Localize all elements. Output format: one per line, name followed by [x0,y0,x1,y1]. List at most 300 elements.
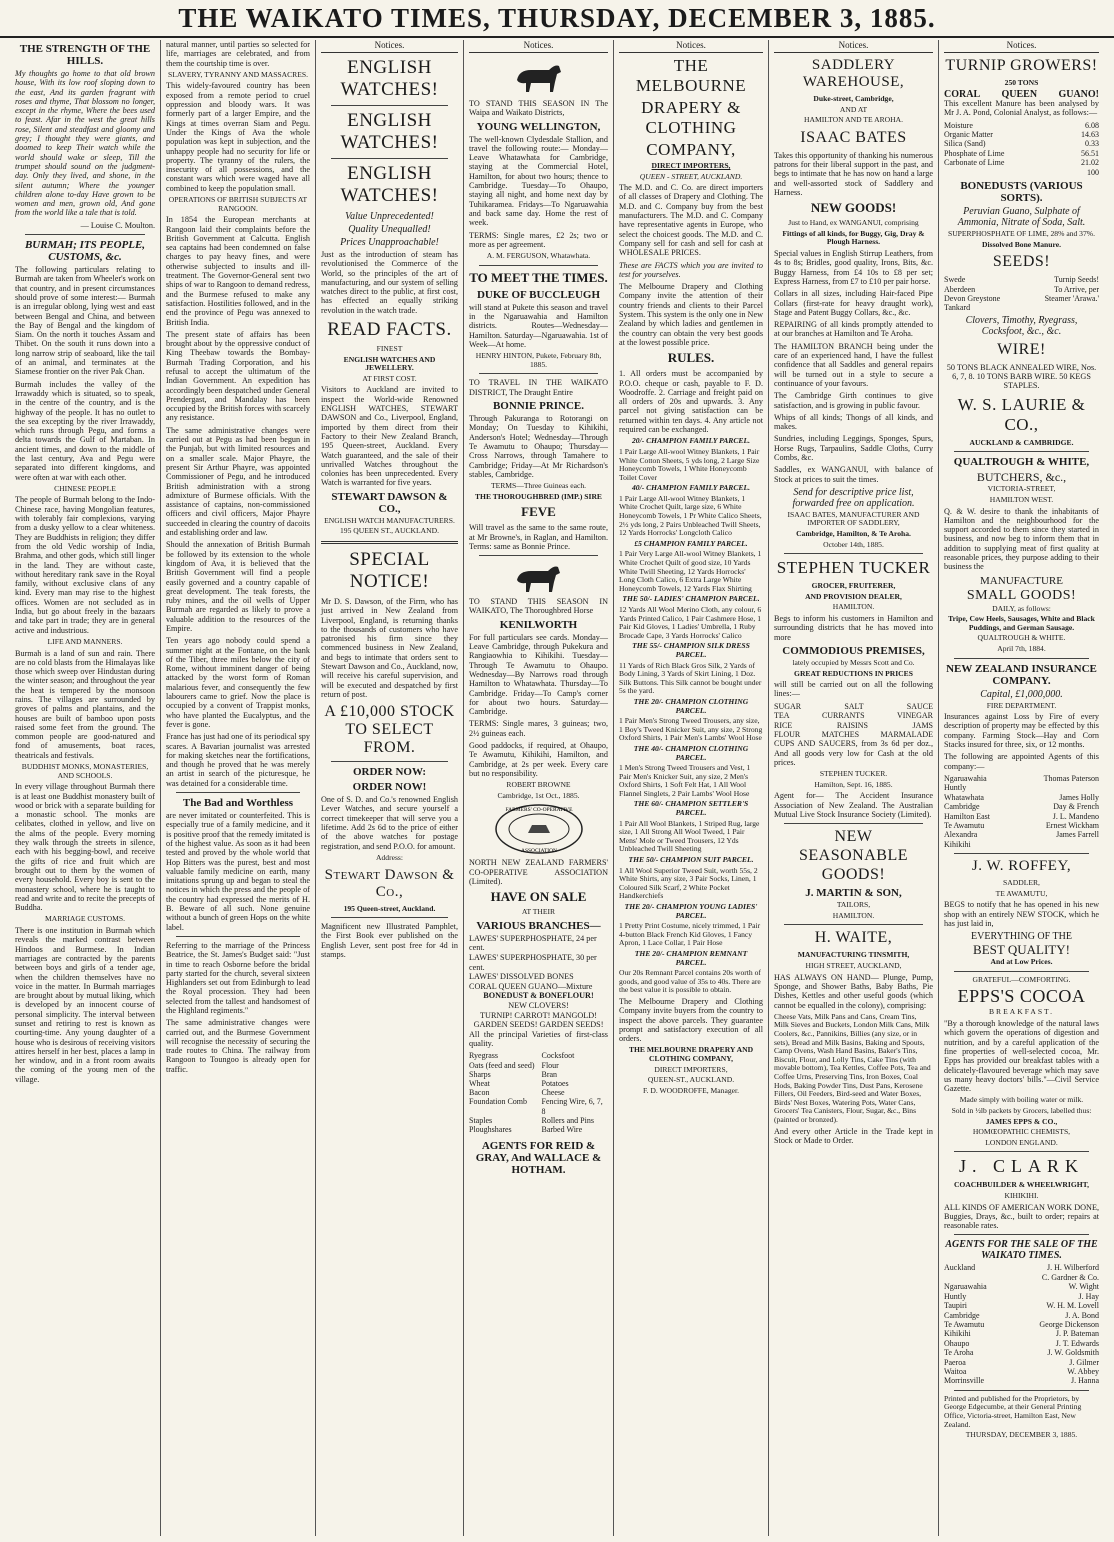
company-title: DRAPERY & CLOTHING [641,98,741,137]
seed: Swede [944,275,966,285]
agent-name: Thomas Paterson [1043,773,1099,783]
agent-text: Agent for— The Accident Insurance Association of New Zealand. The Australian Mutual Live Stock Insurance Society (Limited). [774,791,933,819]
fire-department: FIRE DEPARTMENT. [986,700,1057,710]
saddlery-sub: Duke-street, Cambridge, [813,94,894,103]
footer-line: THE MELBOURNE DRAPERY AND CLOTHING COMPANY, [628,1045,754,1064]
agent-town: Huntly [944,783,967,793]
qw-date: April 7th, 1884. [997,643,1046,653]
agent-name: Day & French [1053,802,1099,812]
seal-text-bottom: ASSOCIATION [520,848,557,855]
analysis-value: 6.08 [1085,120,1099,130]
agent-name: James Holly [1059,792,1099,802]
parcel-items: 1 Pretty Print Costume, nicely trimmed, 1 Pair 4-button Black French Kid Gloves, 1 Fancy Apron, 1 Lace Collar, 1 Pair Hose [619,921,761,948]
sale-agent-row [944,1282,1099,1291]
sale-agent-name: J. W. Goldsmith [1047,1348,1099,1358]
address-name: Stewart Dawson & Co., [324,866,455,900]
horse-name: KENILWORTH [499,618,578,631]
article-paragraph: The following particulars relating to Burmah are taken from Wheeler's work on that country, and in present circumstances should prove of some interest:— Burmah is an irregular oblong, lying west and east between Bengal and China, and between the Bay of Bengal and the kingdom of Siam. On the north it touches Assam and Thibet. On the south it runs down into a long narrow strip of seaboard, like the tail of an animal, and terminates at the Siamese frontier on the river Pak Chan. [15,265,155,377]
new: NEW [834,828,873,846]
qw-text: Q. & W. desire to thank the inhabitants of Hamilton and the neighbourhood for the support accorded to them since they started in business, and now beg to inform them that in addition to supplying meat of first quality at reasonable prices, they purpose adding to their business the [944,506,1099,572]
divider [954,1234,1089,1235]
seeds-list [944,275,1099,313]
coach-text: ALL KINDS OF AMERICAN WORK DONE, Buggies, Drays, &c., built to order; repairs at reasonable rates. [944,1202,1099,1231]
reductions-text: will still be carried out on all the following lines:— [774,680,933,699]
agent-name: Ernest Wickham [1045,820,1099,830]
analysis-value: 14.63 [1081,130,1099,139]
sale-agent-row [944,1358,1099,1367]
column-header: Notices. [774,40,933,53]
produce-item: Fencing Wire, 6, 7, 8 [541,1097,603,1116]
dissolved: Dissolved Bone Manure. [982,239,1061,249]
produce-item: Ploughshares [469,1125,512,1135]
article-subhead: MARRIAGE CUSTOMS. [44,914,126,924]
seed: Devon Greystone [944,294,1001,304]
parcel-items: Our 20s Remnant Parcel contains 20s worth of goods, and good value of 35s to 40s. There are the best value it is possible to obtain. [619,968,761,995]
horse-illustration [511,560,567,594]
analysis-value: 21.02 [1081,158,1099,168]
article-subhead: LIFE AND MANNERS. [47,636,123,646]
address-street: 195 Queen-street, Auckland. [343,903,436,913]
divider [954,658,1089,659]
rules-text: 1. All orders must be accompanied by P.O.O. cheque or cash, payable to F. D. Woodroffe. 2. Carriage and freight paid on all orders of 20s and upwards. 3. Any parcel not giving satisfaction can be returned within ten days. 4. Any article not required can be exchanged. [619,369,763,435]
ad-title: The Bad and Worthless [182,797,294,810]
queen: QUEEN [1001,88,1038,100]
stand-owner: HENRY HINTON, Pukete, February 8th, 1885. [475,351,602,369]
sale-agent-name: J. H. Wilberford [1047,1263,1099,1273]
divider [479,373,598,374]
stand-text: For full particulars see cards. Monday—Leave Cambridge, through Pukekura and Rangiaowhia to Kihikihi. Tuesday—Through Te Awamutu to Ohaupo. Wednesday—By Narrows road through Hamilton to Whatawhata. Thursday—To Cambridge. Friday—To Camp's corner for about two hours. Saturday—Cambridge. [469,632,608,717]
parcel-title: THE 20/- CHAMPION REMNANT PARCEL. [634,948,748,967]
best-quality: BEST QUALITY! [973,942,1070,958]
parcel-items: 1 Pair Large All-wool Witney Blankets, 1 Pair White Cotton Sheets, 5 yds long, 2 Large Size Honeycomb Towels, 1 White Honeycomb Toilet Cover [619,446,760,482]
parcel-title: £5 CHAMPION FAMILY PARCEL. [634,538,748,548]
watches-headline: ENGLISH WATCHES! [340,163,439,206]
agent-row [944,812,1099,821]
butchers: BUTCHERS, &c., [976,470,1067,485]
divider [176,936,300,937]
sale-agent-name: J. P. Bateman [1055,1329,1099,1339]
subhead: AT FIRST COST. [362,373,417,383]
footer-line: DIRECT IMPORTERS, [654,1064,728,1074]
stand-text: TO STAND THIS SEASON IN The Waipa and Waikato Districts, [469,99,608,118]
laurie-location: AUCKLAND & CAMBRIDGE. [969,437,1074,447]
tucker-sub: GROCER, FRUITERER, [811,581,896,591]
sale-item: CORAL QUEEN GUANO—Mixture [469,981,593,991]
produce-item: Flour [541,1060,559,1070]
epps-company: JAMES EPPS & CO., [985,1116,1058,1126]
parcel-items: 11 Yards of Rich Black Gros Silk, 2 Yards of Body Lining, 3 Yards of Skirt Lining, 1 Doz. Silk Buttons. This Silk cannot be bought under 5s the yard. [619,660,762,696]
sale-agent-name: George Dickenson [1039,1319,1099,1329]
association-seal [494,803,584,855]
sale-agent-town: Huntly [944,1291,967,1301]
company-title: THE MELBOURNE [635,56,747,95]
sale-agent-row [944,1367,1099,1376]
coachbuilder: COACHBUILDER & WHEELWRIGHT, [953,1180,1090,1190]
sale-agent-name: J. Gilmer [1069,1357,1099,1367]
bates-date: October 14th, 1885. [823,539,884,549]
watches-text: Just as the introduction of steam has revolutionised the Commerce of the World, so the principles of the art of manufacturing, and our system of selling watches direct to the public, at first cost, has effected an equally striking revolution in the watch trade. [321,250,458,315]
order-text: One of S. D. and Co.'s renowned English Lever Watches, and secure yourself a correct timekeeper that will serve you a lifetime. Add 2s 6d to the price of either of the above watches for postage registration, and send P.O.O. for amount. [321,795,458,851]
watches-headline: ENGLISH WATCHES! [340,57,439,100]
waite-name: H. WAITE, [814,929,893,947]
article-paragraph: Ten years ago nobody could spend a summer night at the Fontane, on the bank of the Tiber, three miles below the city of Rome, without imminent danger of being attacked by the worst form of Roman malarious fever, and consequently the few labourers came to grief. Now the place is occupied by a convent of Trappist monks, who have planted the Eucalyptus, and the fever is gone. [166,636,310,729]
agents-note: AGENTS FOR REID & GRAY, And WALLACE & HOTHAM. [475,1140,602,1177]
seed: Aberdeen [944,284,976,294]
sale-agent-row [944,1273,1099,1282]
parcel-title: THE 60/- CHAMPION SETTLER'S PARCEL. [633,799,749,818]
divider [954,1390,1089,1391]
tagline: Quality Unequalled! [348,224,431,235]
produce-item: Barbed Wire [541,1125,583,1135]
bates-text: Takes this opportunity of thanking his numerous patrons for their liberal support in the past, and begs to intimate that he has now on hand a large and well-assorted stock of Saddlery and Harness. [774,150,933,197]
manufacture: MANUFACTURE [980,574,1063,587]
agents-list [944,774,1099,849]
sale-item: TURNIP! CARROT! MANGOLD! [480,1010,597,1020]
saddles-stock: Saddles, ex WANGANUI, with balance of Stock at prices to suit the times. [774,465,933,484]
company-address: QUEEN - STREET, AUCKLAND. [639,171,743,181]
roffey-text: BEGS to notify that he has opened in his new shop with an entirely NEW STOCK, which he has just laid in, [944,900,1099,928]
product: RAISINS [836,720,868,730]
article-paragraph: There is one institution in Burmah which reveals the marked contrast between Hindoos and Burmese. In Indian marriages are contracted by the parents between boys and girls of a tender age, when the children themselves have no voice in the matter. In Burmah marriages are brought about by mutual liking, which is developed by an innocent course of personal simplicity. The interval between sunset and retiring to rest is known as courting-time. Any young daughter of a house who is desirous of receiving visitors attires herself in her best, places a lamp in her window, and in a front room awaits the coming of the young men of the village. [15,926,155,1084]
produce-item: Cocksfoot [541,1051,575,1061]
divider [479,265,598,266]
agent-row [944,802,1099,811]
article-paragraph: France has just had one of its periodical spy scares. A Bavarian journalist was arrested for making sketches near the fortifications, and though he proved that he was merely an artist in search of the picturesque, he was detained for a considerable time. [166,732,310,788]
waite-address: HIGH STREET, AUCKLAND, [805,961,902,971]
article-paragraph: Burmah includes the valley of the Irrawaddy which is situated, so to speak, in the centre of the country, and is the highway of the people. It has no outlet to the sea excepting by the river Irrawaddy, which runs through Pegu, and forms a delta towards the Gulf of Martaban. In ancient times, and down to the middle of the last century, Ava and Pegu were separated into different kingdoms, and were often at war with each other. [15,379,155,482]
fittings: Fittings of all kinds, for Buggy, Gig, Dray & Plough Harness. [782,228,925,247]
seal-text-top: FARMERS' CO-OPERATIVE [504,807,573,814]
parcel-items: 1 All Wool Superior Tweed Suit, worth 55s, 2 White Shirts, any size, 3 Pair Socks, Linen, 1 Coloured Silk Scarf, 2 White Pocket Handkerchiefs [619,865,758,901]
and-at: AND AT [839,104,868,114]
agent-row [944,783,1099,792]
meet-headline: TO MEET THE TIMES. [469,269,608,285]
product: MATCHES [821,729,860,739]
article-paragraph: In 1854 the European merchants at Rangoon laid their complaints before the British Government at Calcutta. English sea captains had been condemned on false charges to pay heavy fines, and were otherwise subjected to insults and ill-treatment. The Governor-General sent two ships of war to Rangoon to demand redress, and the Burmese refused to make any satisfaction. Hostilities followed, and in the end the province of Pegu was annexed to British India. [166,215,310,327]
turnip-headline: TURNIP GROWERS! [945,57,1098,74]
divider [25,234,145,235]
article-paragraph: Burmah is a land of sun and rain. There are no cold blasts from the Himalayas like those which sweep over Hindustan during the winter season; and throughout the year the heat is tempered by the monsoon rains. The villages are surrounded by groves of palms and plantains, and the houses are built of bamboo upon posts raised some feet from the ground. The common people are good-natured and fond of amusements, boat races, theatricals and festivals. [15,648,155,760]
sale-item: LAWES' SUPERPHOSPHATE, 24 per cent. [469,933,597,953]
horse-name: DUKE OF BUCCLEUGH [476,288,601,301]
parcel-items: 1 Pair Very Large All-wool Witney Blankets, 1 White Crochet Quilt of good size, 10 Yards White Twill Sheeting, 12 Yards Horrocks' Long Cloth Calico, 6 Extra Large White Honeycomb Towels, 12 Yards Flax Shirting [619,549,762,593]
clovers: Clovers, Timothy, Ryegrass, Cocksfoot, &c., &c. [965,314,1078,337]
article-paragraph: The people of Burmah belong to the Indo-Chinese race, having Mongolian features, with tolerably fair complexions, varying from a dusky yellow to a clear whiteness. They are Buddhists in religion; they differ from the old Vedic worship of India, Brahma, and other gods, which still linger in the land. They are without caste, without hereditary rank save in the Royal family, without exclusive clans of any kind. Every man may rise to the highest offices. Women are not secluded as in India, but go about freely in the bazaars and take part in trade; they are in general active and industrious. [15,495,155,635]
subhead: ENGLISH WATCHES AND JEWELLERY. [343,354,436,373]
product-row [774,730,933,739]
agent-name: James Farrell [1056,830,1099,840]
seed-row [944,294,1099,303]
italic-note: These are FACTS which you are invited to test for yourselves. [619,260,763,279]
column-7 [938,40,1104,1536]
special-notice-headline: SPECIAL NOTICE! [349,548,430,592]
peruvian: Peruvian Guano, Sulphate of Ammonia, Nitrate of Soda, Salt. [957,206,1086,229]
sale-agent-row [944,1320,1099,1329]
seed-note: To Arrive, per [1054,284,1099,294]
sale-agent-name: W. Wight [1068,1282,1099,1292]
article-subhead: BUDDHIST MONKS, MONASTERIES, AND SCHOOLS. [21,762,149,780]
column-2 [160,40,315,1536]
column-5 [613,40,768,1536]
sale-item: NEW CLOVERS! [508,1001,569,1011]
sale-agent-row [944,1376,1099,1385]
qw-sign: QUALTROUGH & WHITE. [977,633,1066,643]
divider [331,761,448,762]
column-header: Notices. [619,40,763,53]
produce-item: Foundation Comb [469,1097,528,1107]
divider [321,541,458,544]
tucker-location: HAMILTON. [832,602,875,612]
analysis-table [944,121,1099,177]
analysis-label: Carbonate of Lime [944,158,1005,168]
product: FLOUR [774,729,801,739]
column-1 [10,40,160,1536]
parcel-title: THE 50/- LADIES' CHAMPION PARCEL. [622,594,760,604]
sale-agent-row [944,1339,1099,1348]
product: SAUCE [906,701,933,711]
parcel-items: 1 Pair All Wool Blankets, 1 Striped Rug, large size, 1 All Strong All Wool Tweed, 1 Pair Mens' Mole or Tweed Trousers, 12 Yds Unbleached Twill Sheeting [619,818,760,854]
goods: GOODS! [821,866,886,884]
roffey-name: J. W. ROFFEY, [971,858,1072,875]
analysis-row [944,149,1099,158]
stewart-text: Visitors to Auckland are invited to inspect the World-wide Renowned ENGLISH WATCHES, STEWART DAWSON and Co., Liverpool, England, imported by them direct from their Factory to their New Zealand Branch, 195 Queen-street, Auckland. Every Watch guaranteed, and the sale of their unrivalled Watches throughout the colonies has been unprecedented. Every Watch is warranted for five years. [321,385,458,488]
sale-agent-name: J. T. Edwards [1055,1338,1099,1348]
sale-agent-row [944,1329,1099,1338]
sale-agent-row [944,1263,1099,1272]
stock-headline: A £10,000 STOCK TO SELECT FROM. [324,703,455,757]
commodious-premises: COMMODIOUS PREMISES, [782,644,925,657]
company-title: COMPANY, [646,140,736,159]
parcel-title: 20/- CHAMPION FAMILY PARCEL. [631,436,750,446]
column-header: Notices. [321,40,458,53]
martin-location: HAMILTON. [832,910,875,920]
coral: CORAL [944,88,981,100]
produce-item: Ryegrass [469,1051,499,1061]
analysis-row [944,130,1099,139]
new-goods-text: Just to Hand, ex WANGANUI, comprising [788,218,919,228]
analysis-row [944,168,1099,177]
product: TEA [774,711,790,721]
agents-intro: The following are appointed Agents of this company:— [944,752,1099,771]
product: MARMALADE [880,729,933,739]
divider [954,971,1089,972]
at-their: AT THEIR [521,907,556,917]
sale-agent-row [944,1301,1099,1310]
sale-agent-town: Paeroa [944,1357,966,1367]
agent-town: Kihikihi [944,839,971,849]
watches-headline: ENGLISH WATCHES! [340,110,439,153]
produce-item: Bran [541,1069,558,1079]
kihikihi: KIHIKIHI. [1004,1190,1039,1200]
agent-town: Te Awamutu [944,820,985,830]
bonedusts: BONEDUSTS (VARIOUS SORTS). [960,180,1083,205]
agent-row [944,774,1099,783]
printed-by: Printed and published for the Proprietors, by George Edgecumbe, at their General Printing Office, Victoria-street, Hamilton East, New Zealand. [944,1393,1082,1429]
wire-text: 50 TONS BLACK ANNEALED WIRE, Nos. 6, 7, 8. 10 TONS BARB WIRE. 50 KEGS STAPLES. [946,362,1097,391]
stand-terms: TERMS: Single mares, £2 2s; two or more as per agreement. [469,230,608,249]
analysis-value: 0.33 [1085,139,1099,149]
product: JAMS [912,720,933,730]
varieties-text: All the principal Varieties of first-class quality. [469,1029,608,1049]
analysis-value: 56.51 [1081,148,1099,158]
column-header: Notices. [469,40,608,53]
laurie-name: W. S. LAURIE & CO., [957,394,1086,434]
article-subhead: SLAVERY, TYRANNY AND MASSACRES. [167,69,309,79]
sale-agent-name: J. A. Bond [1065,1310,1099,1320]
repairing-text: REPAIRING of all kinds promptly attended to at our branches at Hamilton and Te Aroha. [774,320,933,339]
divider [331,917,448,918]
guano: GUANO! [1058,88,1099,100]
poem-author: — Louise C. Moulton. [80,220,155,230]
article-paragraph: natural manner, until parties so selected for life, marriages are celebrated, and from them the courtship time is over. [166,40,310,68]
waite-close: And every other Article in the Trade kept in Stock or Made to Order. [774,1126,933,1145]
feve-text: Will travel as the same to the same route, at Mr Browne's, in Raglan, and Hamilton. Terms: same as Bonnie Prince. [469,523,608,551]
divider [331,158,448,159]
agent-row [944,830,1099,839]
divider [784,823,923,824]
paddock-owner: ROBERT BROWNE [506,780,571,790]
grateful: GRATEFUL—COMFORTING. [972,974,1071,984]
analysis-label: Moisture [944,120,973,130]
parcel-notice: The Melbourne Drapery and Clothing Company invite the attention of their country friends and clients to their Parcel System. This system is the only one in New Zealand by which ladies and gentlemen in the country can obtain the very best goods at the lowest possible price. [619,282,763,347]
waite-items: Cheese Vats, Milk Pans and Cans, Cream Tins, Milk Sieves and Buckets, London Milk Cans, Milk Coolers, &c., Pannikins, Billies (any size, or in sets), Bread and Milk Basins, Baking and Spouts, Camp Ovens, Wash Hand Basins, Baker's Tins, Biscuit, Flour, and Lolly Tins, Cake Tins (with movable bottom), Tea Kettles, Coffee Pots, Tea and Coffee Urns, Preserving Tins, Iron Boxes, Coal Hods, Baking Powder Tins, Dust Pans, Kerosene Fillers, Oil Feeders, Bird-seed and Water Boxes, Birds' Nest Boxes, Watering Pots, Water Cans, Grocers' Tea Canisters, Flour, Sugar, &c., Bins (painted or bronzed). [774,1011,931,1124]
coral-text: This excellent Manure has been analysed by Mr J. A. Pond, Colonial Analyst, as follows:— [944,99,1099,118]
company-intro: The M.D. and C. Co. are direct importers of all classes of Drapery and Clothing. The M.D. and C. Company buy from the best manufacturers. The M.D. and C. Company have representative agents in Europe, who select the choicest goods. The M.D. and C. Company sell for cash and sell for cash at WHOLESALE PRICES. [619,183,763,258]
clark-name: J. CLARK [958,1156,1084,1177]
new-goods: NEW GOODS! [810,200,897,216]
analysis-label: Organic Matter [944,130,993,139]
travel-route: Through Pakuranga to Rotorangi on Monday; On Tuesday to Kihikihi, Anderson's Hotel; Wednesday—Through Te Awamutu to Ohaupo; Thursday—Cross Narrows, through Tamahere to Cambridge; Friday—At Mr Richardson's stables, Cambridge. [469,414,608,479]
parcel-items: 12 Yards All Wool Merino Cloth, any colour, 6 Yards Printed Calico, 1 Pair Cashmere Hose, 1 Pair Kid Gloves, 1 Ladies' Umbrella, 1 Ruby Brocade Cape, 3 Yards Horrocks' Calico [619,605,762,640]
stewart-address: 195 QUEEN ST., AUCKLAND. [340,526,439,536]
capital: Capital, £1,000,000. [980,688,1063,700]
analysis-label: Silica (Sand) [944,139,986,149]
tripe: Tripe, Cow Heels, Sausages, White and Black Puddings, and German Sausage. [948,614,1095,632]
closing-text: The Melbourne Drapery and Clothing Company invite buyers from the country to inspect the above parcels. They guarantee prompt and satisfactory execution of all orders. [619,996,763,1044]
cups-text: CUPS AND SAUCERS, from 3s 6d per doz., And all goods very low for Cash at the old prices. [774,739,933,767]
sale-agent-town: Te Awamutu [944,1319,985,1329]
parcel-items: 1 Men's Strong Tweed Trousers and Vest, 1 Pair Men's Knicker Suit, any size, 2 Men's Oxford Shirts, 1 Soft Felt Hat, 1 All Wool Flannel Singlets, 2 Pair Lambs' Wool Hose [619,763,751,798]
stand-text: will stand at Pukete this season and travel in the Ngaruawahia and Hamilton districts. Routes—Wednesday—Hamilton. Saturday—Ngaruawahia. 1st of Week—At home. [469,302,608,349]
sale-agent-town: Taupiri [944,1301,967,1311]
article-paragraph: In every village throughout Burmah there is at least one Buddhist monastery built of wood or brick with a separate building for a monastic school. The monks are celibates, clothed in yellow, and live on the alms of the people. Every morning they walk through the streets in silence, each with his begging-bowl, and receive the gifts of rice and fruit which are brought out to them by the women of every household. Every boy is sent to the monastery school, where he is taught to read and write and to recite the precepts of Buddha. [15,782,155,913]
sale-agent-name: W. H. M. Lovell [1046,1301,1099,1311]
te-awamutu: TE AWAMUTU, [995,888,1048,898]
agent-row [944,821,1099,830]
subhead: FINEST [376,344,403,354]
reductions: GREAT REDUCTIONS IN PRICES [794,668,913,678]
importers: DIRECT IMPORTERS, [651,161,731,170]
rules-title: RULES. [667,350,715,366]
sale-agent-town: Waitoa [944,1366,967,1376]
bates-location: Cambridge, Hamilton, & Te Aroha. [796,529,911,539]
sale-agent-town: Te Aroha [944,1348,974,1358]
saddlery-title: SADDLERY WAREHOUSE, [802,57,905,90]
parcel-items: 1 Pair Men's Strong Tweed Trousers, any size, 1 Boy's Tweed Knicker Suit, any size, 2 Strong Oxford Shirts, 1 Pair Men's Lambs' Wool Hose [619,716,763,743]
order-now: ORDER NOW: [352,766,427,779]
hamilton: HAMILTON AND TE AROHA. [803,115,903,125]
breakfast: BREAKFAST. [988,1007,1055,1017]
sale-agent-name: J. Hanna [1071,1376,1099,1386]
tucker-sign: STEPHEN TUCKER. [819,769,888,779]
agent-row [944,840,1099,849]
seeds-headline: SEEDS! [992,253,1051,271]
divider [954,1151,1089,1152]
seed-row [944,285,1099,294]
tucker-sub: AND PROVISION DEALER, [805,591,902,601]
divider [176,792,300,793]
produce-item: Rollers and Pins [541,1115,594,1125]
product-lines [774,702,933,740]
produce-item: Staples [469,1115,493,1125]
agent-town: Cambridge [944,802,980,812]
masthead [0,0,1114,38]
london: LONDON ENGLAND. [985,1137,1058,1147]
pamphlet-text: Magnificent new Illustrated Pamphlet, the First Book ever published on the English Lever, sent post free for 4d in stamps. [321,922,458,960]
ad-text: are never imitated or counterfeited. This is especially true of a family medicine, and it is positive proof that the remedy imitated is of the highest value. As soon as it had been tested and proved by the whole world that Hop Bitters was the purest, best and most valuable family medicine on earth, many imitations sprung up and began to steal the notices in which the press and the people of the country had expressed the merits of H. B. Beware of all such. None genuine without a bunch of green Hops on the white label. [166,811,310,932]
agent-row [944,793,1099,802]
wire-headline: WIRE! [997,340,1046,358]
produce-item: Cheese [541,1088,565,1098]
seed-note: Steamer 'Arawa.' [1044,294,1099,304]
column-6 [768,40,938,1536]
analysis-row [944,158,1099,167]
article-paragraph: The same administrative changes were carried out, and the Burmese Government will recognise the necessity of securing the trade routes to China. The railway from Rangoon to Toungoo is already open for traffic. [166,1018,310,1074]
tucker-date: Hamilton, Sept. 16, 1885. [814,779,893,789]
product: RICE [774,720,793,730]
horse-name: BONNIE PRINCE. [492,400,585,413]
stand-text: The well-known Clydesdale Stallion, and travel the following route:— Monday—Leave Whatawhata for Cambridge, staying at the Commercial Hotel, Hamilton, for about two hours; thence to Cambridge. Tuesday—To Ohaupo, staying all night, and home next day by Tuhikaramea. Fridays—To Ngaruawahia and back same day. Home the rest of week. [469,134,608,228]
product: CURRANTS [821,711,865,721]
sale-item: BONEDUST & BONEFLOUR! [483,991,594,1001]
stand-text: TO STAND THIS SEASON IN WAIKATO, The Thoroughbred Horse [469,597,608,616]
seasonable: SEASONABLE [798,847,908,865]
produce-item: Oats (feed and seed) [469,1060,535,1070]
martin-sub: TAILORS, [836,900,871,910]
article-paragraph: The present state of affairs has been brought about by the oppressive conduct of King Theebaw towards the Bombay-Burmah Trading Corporation, and his refusal to accept the ultimatum of the Indian Government. An expedition has accordingly been despatched under General Prendergast, and Mandalay has been occupied by the British forces with scarcely any resistance. [166,329,310,423]
agent-town: Ngaruawahia [944,773,987,783]
sale-agent-town: Kihikihi [944,1329,971,1339]
sale-agents-list [944,1263,1099,1385]
produce-list [469,1051,608,1134]
victoria: VICTORIA-STREET, [987,484,1056,494]
agent-town: Hamilton East [944,811,990,821]
waite-text: HAS ALWAYS ON HAND— Plunge, Pump, Sponge, and Shower Baths, Baby Baths, Pie Dishes, Kettles and other useful goods (which cannot be equalled in the colony), comprising: [774,972,933,1010]
low-prices: And at Low Prices. [990,957,1053,967]
sale-agent-town: Auckland [944,1263,976,1273]
saddler: SADDLER, [1003,878,1040,888]
seed: Tankard [944,303,971,313]
sale-item: GARDEN SEEDS! GARDEN SEEDS! [473,1020,604,1030]
article-subhead: CHINESE PEOPLE [54,483,116,493]
order-now: ORDER NOW! [352,781,427,794]
divider [784,924,923,925]
sale-agent-name: C. Gardner & Co. [1041,1272,1099,1282]
sale-item: LAWES' DISSOLVED BONES [469,972,574,982]
sale-agent-name: J. Hay [1078,1291,1099,1301]
divider [331,105,448,106]
have-on-sale: HAVE ON SALE [490,889,587,905]
produce-item: Sharps [469,1069,491,1079]
sale-agent-town: Morrinsville [944,1376,984,1386]
sale-agent-row [944,1311,1099,1320]
footer-line: QUEEN-ST., AUCKLAND. [647,1075,735,1085]
analysis-total: 100 [1087,167,1099,177]
horse-name: FEVE [521,504,556,520]
branches: VARIOUS BRANCHES— [476,919,601,932]
tucker-text: Begs to inform his customers in Hamilton and surrounding districts that he has moved into more [774,614,933,642]
article-paragraph: Should the annexation of British Burmah be followed by its extension to the whole kingdom of Ava, it is believed that the British Government will find a people easily governed and a country capable of great development. The teak forests, the ruby mines, and the oil wells of Upper Burmah are regarded as likely to prove a valuable addition to the resources of the Empire. [166,540,310,633]
